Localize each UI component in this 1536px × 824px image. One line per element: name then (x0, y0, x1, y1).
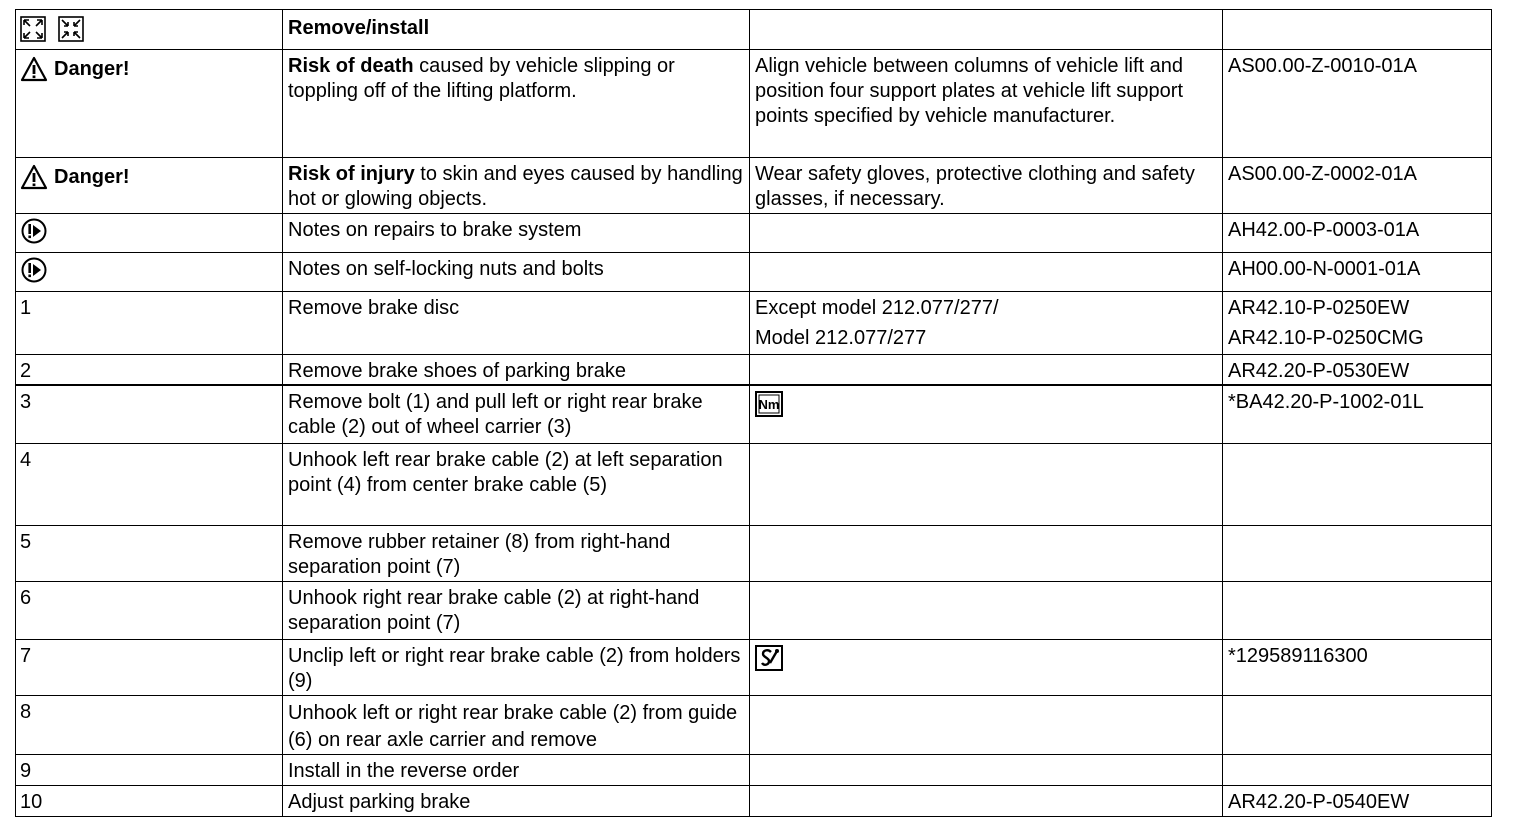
row-description: Unhook right rear brake cable (2) at right-hand separation point (7) (283, 581, 750, 639)
step-number: 6 (16, 581, 283, 639)
empty-cell (750, 581, 1223, 639)
row-description: Unclip left or right rear brake cable (2) from holders (9) (283, 639, 750, 695)
header-empty-cell (1223, 10, 1492, 50)
step-number: 9 (16, 754, 283, 785)
danger-label: Danger! (54, 57, 130, 80)
table-row (16, 754, 1492, 785)
header-icons-cell (16, 10, 283, 50)
risk-title: Risk of death (288, 55, 414, 77)
empty-cell (750, 214, 1223, 253)
row-note (750, 292, 1223, 355)
row-reference-link[interactable]: *129589116300 (1223, 639, 1492, 695)
header-empty-cell (750, 10, 1223, 50)
icon-cell (750, 385, 1223, 443)
danger-cell (16, 50, 283, 158)
row-reference-link[interactable]: AS00.00-Z-0002-01A (1223, 158, 1492, 214)
empty-cell (1223, 695, 1492, 754)
procedure-table (15, 9, 1492, 817)
table-row (16, 581, 1492, 639)
step-number: 3 (16, 385, 283, 443)
table-row (16, 292, 1492, 355)
empty-cell (750, 443, 1223, 525)
warning-triangle-icon (20, 164, 48, 190)
row-description: Remove brake shoes of parking brake (283, 355, 750, 386)
step-number: 7 (16, 639, 283, 695)
row-description: Install in the reverse order (283, 754, 750, 785)
risk-title: Risk of injury (288, 163, 415, 185)
table-row (16, 253, 1492, 292)
table-row (16, 50, 1492, 158)
empty-cell (1223, 754, 1492, 785)
row-reference (1223, 292, 1492, 355)
row-reference-link[interactable]: *BA42.20-P-1002-01L (1223, 385, 1492, 443)
row-reference-link[interactable]: AR42.20-P-0530EW (1223, 355, 1492, 386)
row-reference-link[interactable]: AH42.00-P-0003-01A (1223, 214, 1492, 253)
collapse-icon[interactable] (58, 16, 84, 42)
header-title: Remove/install (283, 10, 750, 50)
note-icon (20, 217, 48, 245)
note-icon-cell (16, 253, 283, 292)
empty-cell (750, 525, 1223, 581)
table-row (16, 639, 1492, 695)
table-row (16, 695, 1492, 754)
note-icon-cell (16, 214, 283, 253)
risk-text: caused by vehicle slipping or toppling off of the lifting platform. (288, 55, 675, 102)
empty-cell (1223, 443, 1492, 525)
row-reference-link[interactable]: AS00.00-Z-0010-01A (1223, 50, 1492, 158)
row-reference-link[interactable]: AH00.00-N-0001-01A (1223, 253, 1492, 292)
danger-cell (16, 158, 283, 214)
step-number: 8 (16, 695, 283, 754)
note-icon (20, 256, 48, 284)
row-description: Remove rubber retainer (8) from right-hand separation point (7) (283, 525, 750, 581)
note-line: Except model 212.077/277/ (755, 297, 999, 319)
step-number: 5 (16, 525, 283, 581)
table-row (16, 158, 1492, 214)
row-description: Notes on repairs to brake system (283, 214, 750, 253)
step-number: 4 (16, 443, 283, 525)
step-number: 10 (16, 785, 283, 816)
row-description: Remove bolt (1) and pull left or right rear brake cable (2) out of wheel carrier (3) (283, 385, 750, 443)
special-tool-icon[interactable] (755, 645, 783, 671)
table-row (16, 525, 1492, 581)
empty-cell (1223, 525, 1492, 581)
row-description (283, 50, 750, 158)
table-row (16, 214, 1492, 253)
empty-cell (750, 695, 1223, 754)
table-row (16, 385, 1492, 443)
row-description: Notes on self-locking nuts and bolts (283, 253, 750, 292)
warning-triangle-icon (20, 56, 48, 82)
row-note: Wear safety gloves, protective clothing and safety glasses, if necessary. (750, 158, 1223, 214)
empty-cell (750, 754, 1223, 785)
step-number: 2 (16, 355, 283, 386)
empty-cell (750, 785, 1223, 816)
empty-cell (750, 355, 1223, 386)
danger-label: Danger! (54, 165, 130, 188)
note-line: Model 212.077/277 (755, 327, 927, 349)
row-description: Remove brake disc (283, 292, 750, 355)
empty-cell (750, 253, 1223, 292)
step-number: 1 (16, 292, 283, 355)
row-note: Align vehicle between columns of vehicle lift and position four support plates at vehicle lift support points specified by vehicle manufacturer. (750, 50, 1223, 158)
header-row (16, 10, 1492, 50)
row-description: Unhook left or right rear brake cable (2) from guide (6) on rear axle carrier and remove (283, 695, 750, 754)
risk-text: to skin and eyes caused by handling hot or glowing objects. (288, 163, 743, 210)
row-reference-link[interactable]: AR42.20-P-0540EW (1223, 785, 1492, 816)
expand-icon[interactable] (20, 16, 46, 42)
empty-cell (1223, 581, 1492, 639)
reference-link[interactable]: AR42.10-P-0250CMG (1228, 327, 1424, 349)
table-row (16, 443, 1492, 525)
row-description: Adjust parking brake (283, 785, 750, 816)
reference-link[interactable]: AR42.10-P-0250EW (1228, 297, 1410, 319)
torque-icon-text: Nm (758, 397, 780, 412)
row-description (283, 158, 750, 214)
row-description: Unhook left rear brake cable (2) at left separation point (4) from center brake cable (5) (283, 443, 750, 525)
torque-nm-icon[interactable] (755, 391, 783, 417)
icon-cell (750, 639, 1223, 695)
table-row (16, 785, 1492, 816)
table-row (16, 355, 1492, 386)
